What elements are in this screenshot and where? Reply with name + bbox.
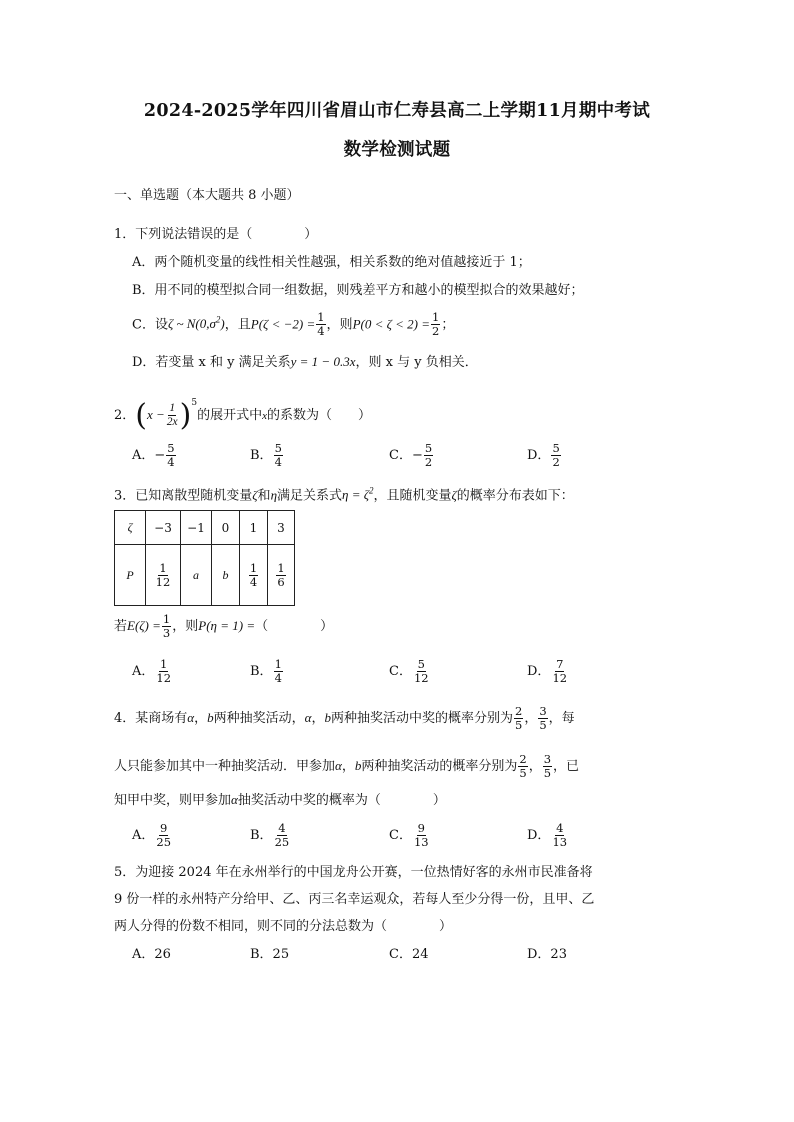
q1-c-dist-end: ) (220, 316, 225, 332)
denominator: 12 (156, 671, 172, 685)
q3-answer-blank: （ ） (255, 619, 334, 634)
q2-option-d (527, 441, 562, 471)
q1-c-prob1: P(ζ < −2) = (250, 316, 316, 332)
table-cell: 1 (240, 511, 268, 545)
q4-alpha: α (187, 710, 195, 725)
denominator: 4 (274, 671, 282, 685)
q1-stem: 1．下列说法错误的是（ ） (114, 227, 318, 242)
numerator: 9 (160, 821, 168, 835)
q2-variable: x (262, 410, 268, 422)
q2-paren-left: ( (135, 397, 147, 433)
numerator: 1 (317, 310, 325, 325)
q5-line2: 9 份一样的永州特产分给甲、乙、丙三名幸运观众，若每人至少分得一份，且甲、乙 (114, 892, 595, 907)
numerator: 1 (249, 560, 258, 575)
table-header-zeta: ζ (115, 511, 146, 545)
q4-comma-2: ， (311, 711, 325, 726)
table-cell: −1 (181, 511, 212, 545)
q4-fraction1 (514, 705, 523, 732)
denominator: 4 (249, 574, 258, 589)
q3-probability: P(η = 1) = (198, 618, 256, 633)
denominator: 5 (519, 766, 527, 780)
option-label: B． (250, 448, 273, 463)
option-sign: − (411, 448, 423, 463)
q5-option-a: A．26 (132, 947, 171, 962)
q4-text-e: ，每 (548, 711, 575, 726)
option-label: C． (389, 448, 412, 463)
numerator: 5 (417, 657, 425, 671)
q3-text-d: ，且随机变量 (373, 488, 452, 504)
q1-c-mid: ，且 (224, 317, 251, 333)
q1-option-b: B．用不同的模型拟合同一组数据，则残差平方和越小的模型拟合的效果越好； (132, 283, 584, 298)
denominator: 25 (274, 835, 290, 849)
q1-d-end: ，则 x 与 y 负相关． (355, 355, 478, 370)
numerator: 1 (162, 612, 171, 626)
denominator: 2 (432, 324, 440, 339)
table-cell (240, 545, 268, 606)
option-fraction (424, 442, 433, 469)
q4-text-a: 4．某商场有 (114, 711, 188, 726)
q4-alpha-3: α (335, 758, 342, 773)
q2-text2: 的系数为（ ） (267, 408, 372, 423)
q3-if: 若 (114, 619, 128, 634)
table-cell: −3 (146, 511, 181, 545)
q1-c-prefix: C．设 (132, 317, 168, 333)
q3-zeta-2: ζ (451, 487, 457, 503)
option-fraction (551, 658, 568, 685)
option-fraction (413, 658, 430, 685)
q3-text-a: 3．已知离散型随机变量 (114, 488, 253, 504)
q2-paren-right: ) (179, 397, 192, 433)
q3-relation (342, 487, 373, 502)
q4-comma: ， (194, 711, 208, 726)
q4-text-j: 抽奖活动中奖的概率为（ ） (237, 793, 446, 808)
numerator: 1 (277, 560, 285, 575)
q4-option-a (132, 821, 173, 851)
q2-option-c (389, 441, 434, 471)
exam-title: 2024-2025学年四川省眉山市仁寿县高二上学期11月期中考试 (143, 101, 651, 121)
q4-text-d: 两种抽奖活动中奖的概率分别为 (330, 711, 513, 726)
q3-option-d (527, 657, 569, 687)
numerator: 5 (274, 441, 282, 455)
q3-then: ，则 (172, 619, 199, 634)
denominator: 25 (156, 835, 172, 849)
q4-line3 (114, 791, 446, 810)
q2-stem (114, 386, 371, 433)
numerator: 4 (278, 821, 286, 835)
denominator: 5 (543, 766, 552, 780)
q3-condition (114, 611, 333, 642)
q4-fraction4 (543, 753, 552, 780)
numerator: 5 (167, 441, 175, 455)
q1-c-dist-sup: 2 (215, 315, 221, 325)
q1-d-relation: y = 1 − 0.3x (290, 354, 356, 369)
numerator: 2 (519, 752, 527, 766)
q1-c-then: ，则 (326, 317, 353, 333)
option-fraction (274, 822, 291, 849)
option-label: D． (527, 664, 551, 679)
q1-c-fraction2 (431, 311, 440, 338)
table-header-p: P (115, 545, 146, 606)
denominator: 12 (155, 574, 171, 589)
q4-text-f: 人只能参加其中一种抽奖活动．甲参加 (114, 759, 336, 774)
section-heading: 一、单选题（本大题共 8 小题） (114, 188, 300, 203)
denominator: 12 (552, 671, 568, 685)
table-cell: 3 (268, 511, 295, 545)
numerator: 7 (556, 657, 564, 671)
q4-option-c (389, 821, 431, 851)
q4-alpha-2: α (304, 710, 312, 725)
q3-relation-text: η = ζ (342, 487, 370, 503)
cell-fraction (249, 562, 258, 589)
q4-text-c: 两种抽奖活动， (213, 711, 305, 726)
q1-c-dist-text: ζ ~ N(0,σ (167, 316, 216, 332)
option-fraction (166, 442, 175, 469)
q2-exponent: 5 (191, 398, 198, 408)
q2-number: 2． (114, 408, 136, 423)
q1-option-d (132, 353, 478, 372)
q3-expectation-fraction (162, 613, 171, 640)
denominator: 4 (274, 455, 282, 469)
q1-c-distribution (168, 316, 225, 331)
q3-option-a (132, 657, 173, 687)
table-cell: 0 (212, 511, 240, 545)
q1-option-c (132, 305, 454, 340)
denominator: 6 (277, 574, 285, 589)
q4-b-3: b (354, 758, 362, 773)
q4-b: b (207, 710, 214, 725)
q3-text-b: 和 (257, 488, 271, 504)
option-label: A． (132, 448, 155, 463)
denominator: 12 (413, 671, 429, 685)
numerator: 5 (424, 441, 433, 455)
q5-option-d: D．23 (527, 947, 567, 962)
denominator: 2x (166, 416, 178, 428)
option-fraction (155, 658, 172, 685)
q4-fraction3 (518, 753, 527, 780)
q3-text-c: 满足关系式 (277, 488, 343, 504)
denominator: 5 (515, 718, 523, 732)
denominator: 2 (552, 455, 560, 469)
q4-alpha-4: α (231, 792, 238, 807)
q4-option-b (250, 821, 291, 851)
numerator: 2 (515, 704, 523, 718)
q4-comma-3: ， (524, 711, 538, 726)
denominator: 5 (539, 718, 547, 732)
q4-text-h: ，已 (553, 759, 580, 774)
option-fraction (413, 822, 430, 849)
table-cell: b (212, 545, 240, 606)
option-fraction (274, 442, 283, 469)
numerator: 1 (160, 657, 168, 671)
denominator: 3 (162, 626, 171, 640)
q1-c-fraction1 (316, 311, 325, 338)
q4-fraction2 (538, 705, 547, 732)
denominator: 2 (424, 455, 433, 469)
numerator: 1 (159, 560, 167, 575)
numerator: 3 (543, 752, 552, 766)
table-row (115, 511, 295, 545)
probability-table (114, 510, 295, 606)
q2-option-a (132, 441, 177, 471)
option-label: C． (389, 664, 412, 679)
option-label: C． (389, 828, 412, 843)
q3-text-e: 的概率分布表如下： (456, 488, 574, 504)
q3-zeta: ζ (252, 487, 258, 503)
q3-option-b (250, 657, 284, 687)
q3-eta: η (270, 487, 278, 503)
table-row (115, 545, 295, 606)
option-sign: − (154, 448, 166, 463)
numerator: 1 (274, 657, 282, 671)
q2-text: 的展开式中 (197, 408, 263, 423)
denominator: 4 (167, 455, 175, 469)
option-label: A． (132, 828, 155, 843)
option-label: D． (527, 828, 551, 843)
q3-relation-sup: 2 (369, 486, 374, 496)
table-cell (146, 545, 181, 606)
numerator: 1 (432, 310, 440, 325)
q2-x-term: x − (147, 407, 165, 422)
numerator: 4 (556, 821, 564, 835)
q2-option-b (250, 441, 284, 471)
q2-fraction (166, 402, 179, 429)
q5-option-b: B．25 (250, 947, 290, 962)
denominator: 4 (317, 324, 325, 339)
q4-line2 (114, 749, 579, 784)
numerator: 9 (417, 821, 425, 835)
q3-stem (114, 482, 574, 505)
q4-comma-5: ， (528, 759, 542, 774)
option-label: B． (250, 664, 273, 679)
q3-expectation: E(ζ) = (127, 618, 161, 633)
option-label: A． (132, 664, 155, 679)
q1-c-prob2: P(0 < ζ < 2) = (352, 316, 430, 332)
q4-option-d (527, 821, 569, 851)
denominator: 13 (413, 835, 429, 849)
q5-option-c: C．24 (389, 947, 429, 962)
q4-line1 (114, 701, 575, 736)
option-fraction (274, 658, 283, 685)
numerator: 3 (539, 704, 547, 718)
numerator: 1 (169, 402, 176, 414)
option-fraction (155, 822, 172, 849)
table-cell (268, 545, 295, 606)
option-label: D． (527, 448, 551, 463)
q1-c-end: ； (441, 317, 455, 333)
q1-d-prefix: D．若变量 x 和 y 满足关系 (132, 355, 291, 370)
q1-option-a: A．两个随机变量的线性相关性越强，相关系数的绝对值越接近于 1； (132, 255, 531, 270)
numerator: 5 (552, 441, 560, 455)
option-fraction (551, 442, 560, 469)
q4-text-i: 知甲中奖，则甲参加 (114, 793, 232, 808)
q4-text-g: 两种抽奖活动的概率分别为 (361, 759, 518, 774)
option-fraction (551, 822, 568, 849)
q5-line1: 5．为迎接 2024 年在永州举行的中国龙舟公开赛，一位热情好客的永州市民准备将 (114, 865, 593, 880)
exam-subtitle: 数学检测试题 (343, 140, 451, 160)
option-label: B． (250, 828, 273, 843)
table-cell: a (181, 545, 212, 606)
cell-fraction (155, 562, 172, 589)
q4-b-2: b (324, 710, 331, 725)
q4-comma-4: ， (341, 759, 355, 774)
q3-option-c (389, 657, 431, 687)
q5-line3: 两人分得的份数不相同，则不同的分法总数为（ ） (114, 919, 453, 934)
cell-fraction (276, 562, 285, 589)
denominator: 13 (552, 835, 568, 849)
